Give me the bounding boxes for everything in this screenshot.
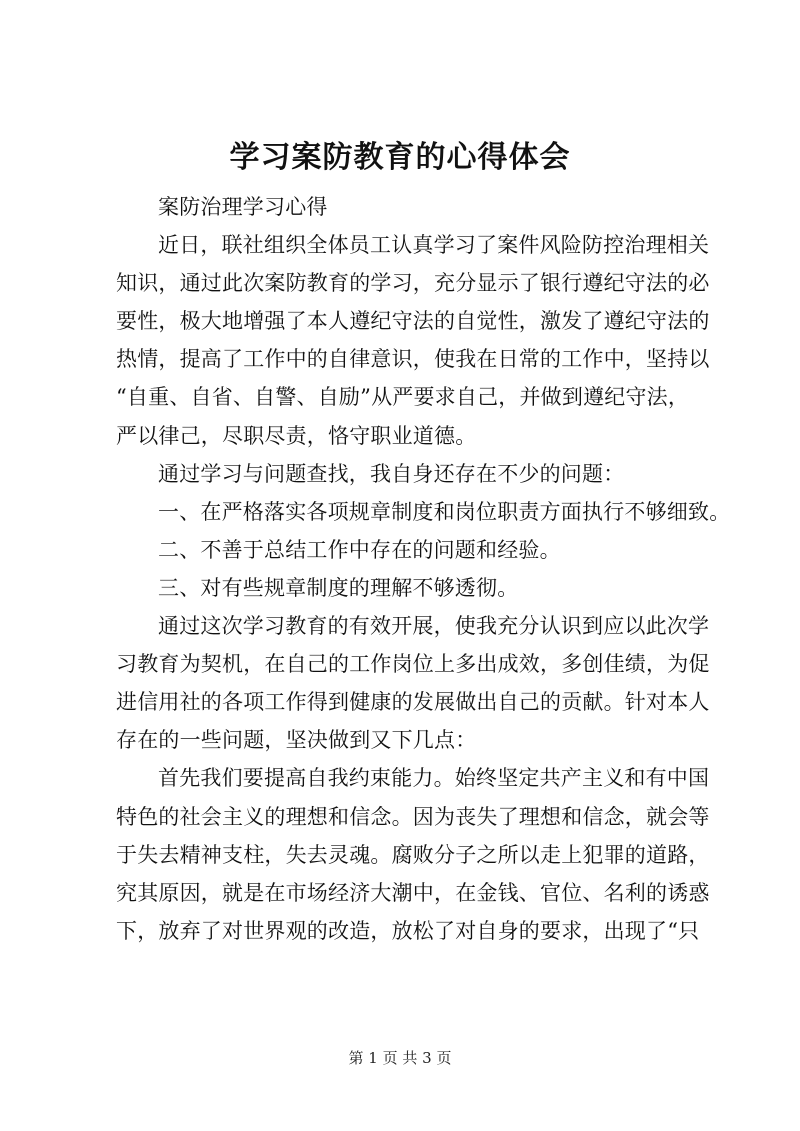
body-line: 通过这次学习教育的有效开展，使我充分认识到应以此次学 xyxy=(158,614,710,639)
body-line: 严以律己，尽职尽责，恪守职业道德。 xyxy=(116,423,477,448)
body-line: 于失去精神支柱，失去灵魂。腐败分子之所以走上犯罪的道路， xyxy=(116,842,710,867)
body-line: 存在的一些问题，坚决做到又下几点： xyxy=(116,728,477,753)
body-line: “自重、自省、自警、自励”从严要求自己，并做到遵纪守法， xyxy=(116,385,690,410)
body-line: 要性，极大地增强了本人遵纪守法的自觉性，激发了遵纪守法的 xyxy=(116,309,710,334)
body-line: 近日，联社组织全体员工认真学习了案件风险防控治理相关 xyxy=(158,233,710,258)
body-line: 一、在严格落实各项规章制度和岗位职责方面执行不够细致。 xyxy=(158,499,731,524)
body-line: 通过学习与问题查找，我自身还存在不少的问题： xyxy=(158,461,625,486)
body-line: 特色的社会主义的理想和信念。因为丧失了理想和信念，就会等 xyxy=(116,804,710,829)
body-line: 首先我们要提高自我约束能力。始终坚定共产主义和有中国 xyxy=(158,766,710,791)
body-line: 知识，通过此次案防教育的学习，充分显示了银行遵纪守法的必 xyxy=(116,271,710,296)
body-line: 下，放弃了对世界观的改造，放松了对自身的要求，出现了“只 xyxy=(116,918,700,943)
body-line: 三、对有些规章制度的理解不够透彻。 xyxy=(158,575,519,600)
document-body xyxy=(116,188,731,950)
body-line: 案防治理学习心得 xyxy=(158,195,328,219)
body-line: 习教育为契机，在自己的工作岗位上多出成效，多创佳绩，为促 xyxy=(116,652,710,677)
body-line: 进信用社的各项工作得到健康的发展做出自己的贡献。针对本人 xyxy=(116,690,710,715)
page-footer: 第 1 页 共 3 页 xyxy=(348,1049,452,1067)
body-line: 二、不善于总结工作中存在的问题和经验。 xyxy=(158,537,561,562)
body-line: 热情，提高了工作中的自律意识，使我在日常的工作中，坚持以 xyxy=(116,347,710,372)
document-title: 学习案防教育的心得体会 xyxy=(229,140,571,175)
body-line: 究其原因，就是在市场经济大潮中，在金钱、官位、名利的诱惑 xyxy=(116,880,710,905)
